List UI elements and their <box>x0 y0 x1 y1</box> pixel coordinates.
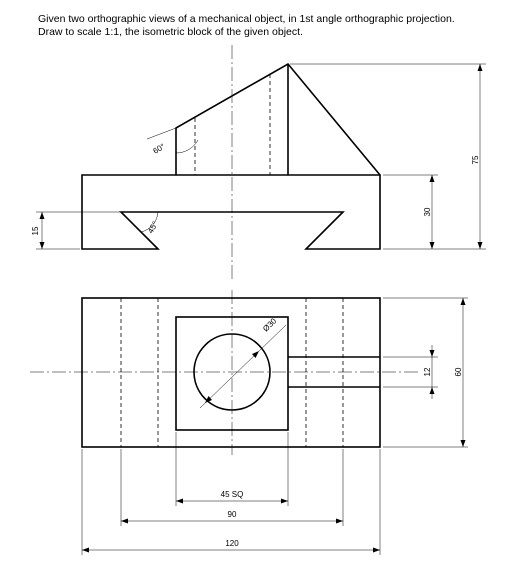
plan-view <box>30 290 468 555</box>
arrow <box>430 242 435 249</box>
arrow <box>478 242 483 249</box>
arrow <box>40 242 45 249</box>
arrow <box>461 440 466 447</box>
dim-label-12: 12 <box>423 367 432 377</box>
dim-label-hole: Ø30 <box>261 316 279 334</box>
arrow <box>176 499 183 504</box>
arrow <box>430 387 435 394</box>
dim-label-75: 75 <box>471 155 480 165</box>
arrow <box>336 519 343 524</box>
instruction-line-1: Given two orthographic views of a mechanical object, in 1st angle orthographic projection. <box>38 13 455 25</box>
arrow <box>430 350 435 357</box>
hole-dia-leader <box>200 325 286 408</box>
front-view-upper-block <box>176 64 380 175</box>
dim-label-90: 90 <box>227 510 237 519</box>
dim-label-120: 120 <box>225 539 239 548</box>
arrow <box>281 499 288 504</box>
angle-leader-60 <box>147 128 176 139</box>
front-view-base-outline <box>82 175 380 249</box>
plan-view-outline <box>82 298 380 447</box>
instruction-line-2: Draw to scale 1:1, the isometric block of the given object. <box>38 26 303 38</box>
arrow <box>478 64 483 71</box>
dim-label-45sq: 45 SQ <box>220 490 244 499</box>
dim-label-30: 30 <box>423 207 432 217</box>
angle-label-45: 45° <box>145 220 160 235</box>
arrow <box>430 175 435 182</box>
arrow <box>121 519 128 524</box>
front-view <box>31 45 486 282</box>
dim-label-15: 15 <box>31 226 40 236</box>
arrow <box>40 212 45 219</box>
arrow <box>461 298 466 305</box>
arrow <box>82 548 89 553</box>
arrow <box>373 548 380 553</box>
dim-label-60: 60 <box>454 367 463 377</box>
angle-label-60: 60° <box>151 141 167 156</box>
